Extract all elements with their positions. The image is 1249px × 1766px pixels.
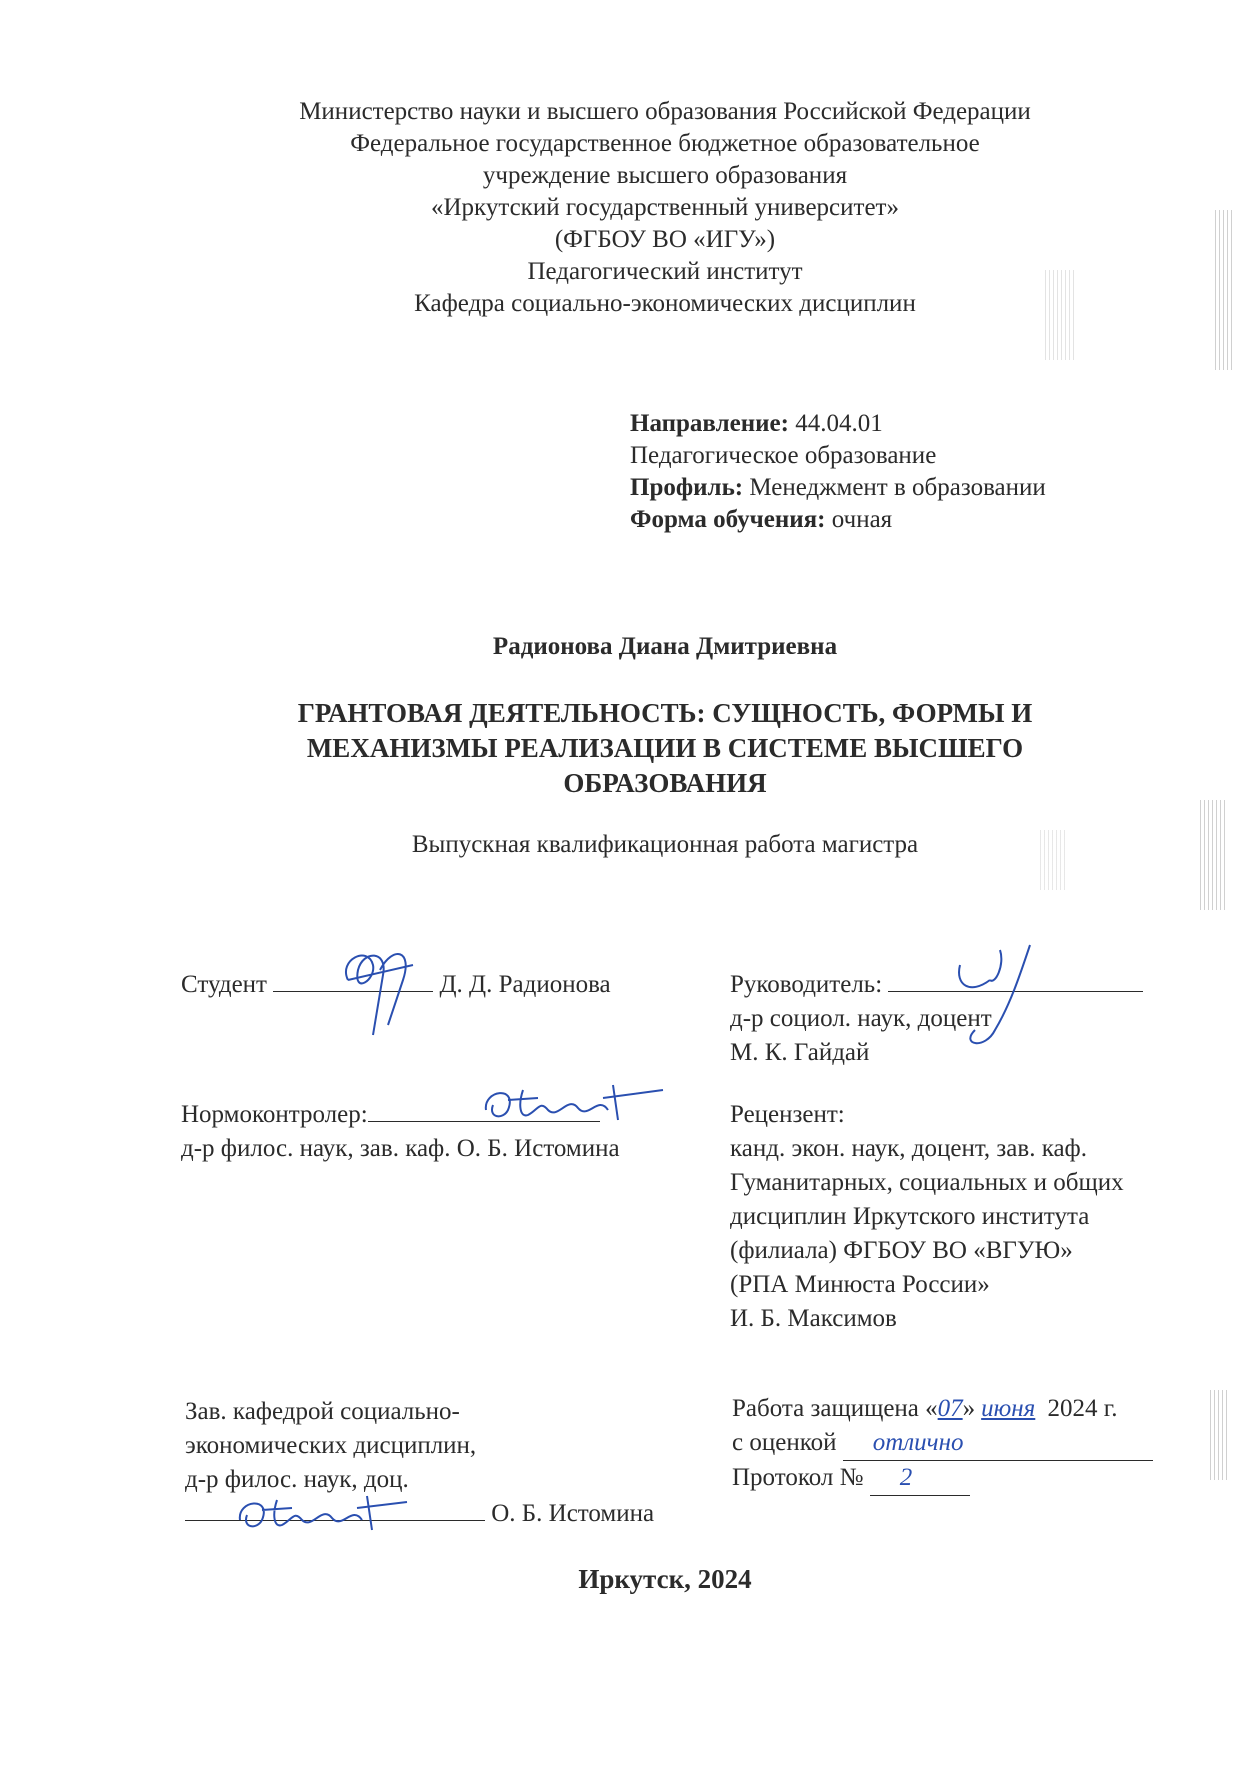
scan-artifact <box>1200 800 1225 910</box>
defense-block <box>732 1392 1153 1496</box>
thesis-title <box>0 696 1249 801</box>
normcontrol-signature <box>478 1080 668 1135</box>
protocol-label: Протокол № <box>732 1464 864 1491</box>
student-name: Д. Д. Радионова <box>439 971 611 998</box>
thesis-title-line-1: ГРАНТОВАЯ ДЕЯТЕЛЬНОСТЬ: СУЩНОСТЬ, ФОРМЫ И <box>297 698 1033 728</box>
city-year: Иркутск, 2024 <box>578 1564 752 1594</box>
supervisor-block <box>730 968 1143 1070</box>
scan-artifact <box>1215 210 1235 370</box>
head-of-dept-line-2: экономических дисциплин, <box>185 1432 477 1459</box>
defense-year: 2024 г. <box>1041 1395 1118 1422</box>
reviewer-name: И. Б. Максимов <box>730 1305 897 1332</box>
author-name: Радионова Диана Дмитриевна <box>492 633 838 660</box>
head-of-dept-line-3: д-р филос. наук, доц. <box>185 1466 409 1493</box>
profile-label: Профиль: <box>630 474 744 501</box>
grade-line <box>732 1426 1153 1461</box>
reviewer-block <box>730 1098 1124 1336</box>
department-name: Кафедра социально-экономических дисциплин <box>414 290 916 317</box>
institution-type-line-2: учреждение высшего образования <box>482 162 848 189</box>
supervisor-name: М. К. Гайдай <box>730 1039 870 1066</box>
ministry-line: Министерство науки и высшего образования Российской Федерации <box>299 98 1031 125</box>
normcontrol-details: д-р филос. наук, зав. каф. О. Б. Истомина <box>181 1135 620 1162</box>
reviewer-line-2: Гуманитарных, социальных и общих <box>730 1169 1124 1196</box>
form-label: Форма обучения: <box>630 506 826 533</box>
scan-artifact <box>1210 1390 1228 1480</box>
defense-prefix: Работа защищена « <box>732 1395 938 1422</box>
reviewer-label: Рецензент: <box>730 1101 845 1128</box>
defense-day: 07 <box>937 1395 963 1422</box>
defense-date-line <box>732 1392 1153 1426</box>
profile-value: Менеджмент в образовании <box>743 474 1046 501</box>
profile-line <box>630 472 1046 504</box>
form-line <box>630 504 1046 536</box>
grade-label: с оценкой <box>732 1429 837 1456</box>
university-abbr: (ФГБОУ ВО «ИГУ») <box>554 226 776 253</box>
direction-line <box>630 408 1046 440</box>
supervisor-signature <box>940 935 1050 1060</box>
direction-label: Направление: <box>630 410 789 437</box>
grade-value: отлично <box>843 1426 1153 1461</box>
supervisor-label: Руководитель: <box>730 971 883 998</box>
defense-quote-close: » <box>962 1395 976 1422</box>
head-of-dept-name: О. Б. Истомина <box>491 1500 655 1527</box>
supervisor-degree: д-р социол. наук, доцент <box>730 1005 992 1032</box>
work-type: Выпускная квалификационная работа магистра <box>411 831 919 858</box>
reviewer-line-4: (филиала) ФГБОУ ВО «ВГУЮ» <box>730 1237 1073 1264</box>
scan-artifact <box>1045 270 1075 360</box>
university-name: «Иркутский государственный университет» <box>431 194 899 221</box>
scan-artifact <box>1040 830 1065 890</box>
reviewer-line-5: (РПА Минюста России» <box>730 1271 990 1298</box>
student-label: Студент <box>181 971 267 998</box>
thesis-title-line-3: ОБРАЗОВАНИЯ <box>563 768 767 798</box>
normcontrol-label: Нормоконтролер: <box>181 1101 368 1128</box>
head-of-dept-line-1: Зав. кафедрой социально- <box>185 1398 460 1425</box>
student-signature <box>318 940 428 1045</box>
defense-month: июня <box>981 1395 1036 1422</box>
reviewer-line-3: дисциплин Иркутского института <box>730 1203 1090 1230</box>
supervisor-line <box>730 968 1143 1002</box>
protocol-number: 2 <box>870 1461 970 1496</box>
head-of-dept-signature <box>232 1488 412 1543</box>
form-value: очная <box>825 506 893 533</box>
protocol-line <box>732 1461 1153 1496</box>
thesis-title-line-2: МЕХАНИЗМЫ РЕАЛИЗАЦИИ В СИСТЕМЕ ВЫСШЕГО <box>306 733 1024 763</box>
institute-name: Педагогический институт <box>527 258 803 285</box>
institution-type-line-1: Федеральное государственное бюджетное образовательное <box>350 130 980 157</box>
direction-name: Педагогическое образование <box>630 442 937 469</box>
reviewer-line-1: канд. экон. наук, доцент, зав. каф. <box>730 1135 1088 1162</box>
study-program-block <box>630 408 1046 536</box>
direction-code: 44.04.01 <box>788 410 883 437</box>
